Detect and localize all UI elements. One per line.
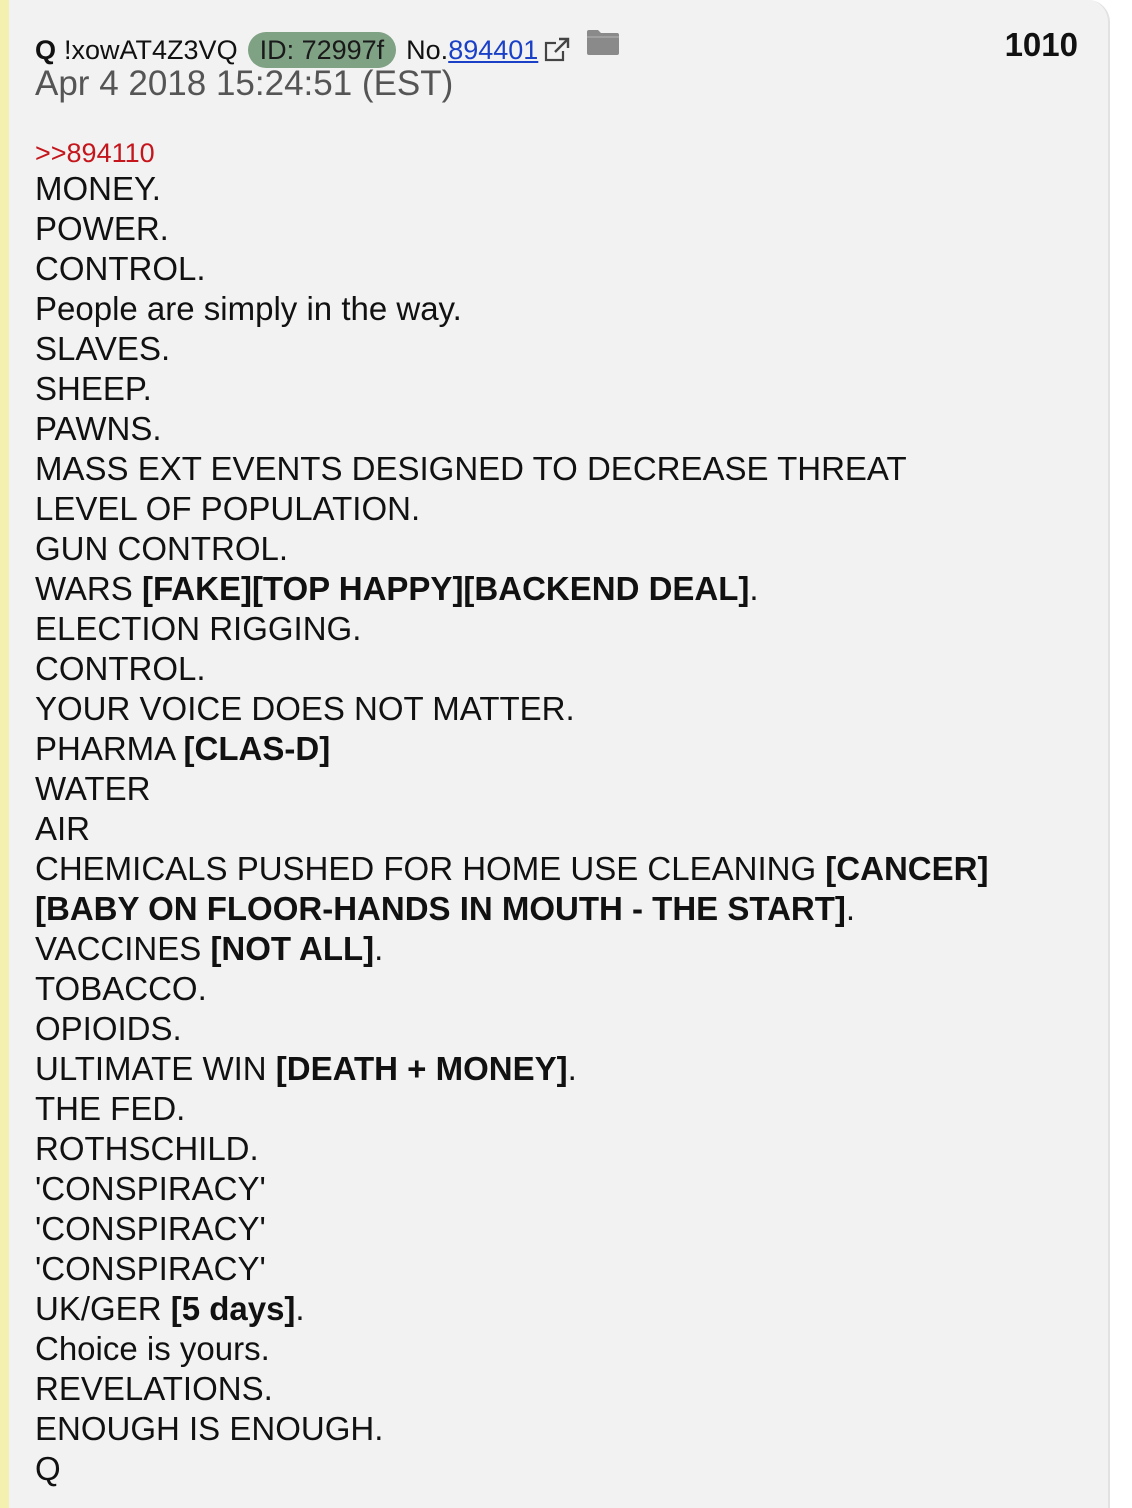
post-line xyxy=(35,769,1095,809)
post-line-text: UK/GER xyxy=(35,1290,171,1327)
post-line xyxy=(35,1209,1095,1249)
post-line xyxy=(35,809,1095,849)
poster-tripcode: !xowAT4Z3VQ xyxy=(64,34,238,65)
post-line xyxy=(35,489,1095,529)
post-line xyxy=(35,169,1095,209)
post-line xyxy=(35,729,1095,769)
post-line-text: People are simply in the way. xyxy=(35,290,462,327)
post-line-text: 'CONSPIRACY' xyxy=(35,1250,266,1287)
post-line-tail: . xyxy=(845,890,856,927)
post-line xyxy=(35,1169,1095,1209)
post-line xyxy=(35,1369,1095,1409)
post-line xyxy=(35,1289,1095,1329)
post-line xyxy=(35,1409,1095,1449)
post-line xyxy=(35,289,1095,329)
post-line xyxy=(35,929,1095,969)
post-line xyxy=(35,849,1095,889)
folder-icon[interactable] xyxy=(586,28,620,56)
post-number-link[interactable]: 894401 xyxy=(448,34,539,65)
post-line xyxy=(35,409,1095,449)
post-line xyxy=(35,1249,1095,1289)
poster-name: Q xyxy=(35,34,57,65)
post-line-text: WATER xyxy=(35,770,151,807)
post-count: 1010 xyxy=(1004,26,1078,63)
post-line-text: POWER. xyxy=(35,210,169,247)
post-line-text: YOUR VOICE DOES NOT MATTER. xyxy=(35,690,575,727)
post-line xyxy=(35,1329,1095,1369)
post-line-text: SLAVES. xyxy=(35,330,171,367)
post-line-bold: [CANCER] xyxy=(825,850,989,887)
post-line-text: ENOUGH IS ENOUGH. xyxy=(35,1410,384,1447)
post-line-text: MONEY. xyxy=(35,170,161,207)
post-line-text: CONTROL. xyxy=(35,250,206,287)
post-timestamp: Apr 4 2018 15:24:51 (EST) xyxy=(35,64,454,103)
post-line xyxy=(35,649,1095,689)
post-line-text: ULTIMATE WIN xyxy=(35,1050,276,1087)
post-line xyxy=(35,1009,1095,1049)
post-line-text: 'CONSPIRACY' xyxy=(35,1210,266,1247)
post-line xyxy=(35,249,1095,289)
post-line xyxy=(35,369,1095,409)
post-line-text: OPIOIDS. xyxy=(35,1010,182,1047)
post-line-bold: [FAKE][TOP HAPPY][BACKEND DEAL] xyxy=(141,570,750,607)
post-line-text: LEVEL OF POPULATION. xyxy=(35,490,421,527)
post-line xyxy=(35,209,1095,249)
post-line xyxy=(35,1089,1095,1129)
post-line xyxy=(35,329,1095,369)
post-line-text: TOBACCO. xyxy=(35,970,207,1007)
post-line-text: CONTROL. xyxy=(35,650,206,687)
post-line-tail: . xyxy=(749,570,759,607)
post-line-text: SHEEP. xyxy=(35,370,152,407)
post-line xyxy=(35,1049,1095,1089)
post-line xyxy=(35,889,1095,929)
post-line-text: REVELATIONS. xyxy=(35,1370,273,1407)
post-line-text: VACCINES xyxy=(35,930,211,967)
post-line-text: CHEMICALS PUSHED FOR HOME USE CLEANING xyxy=(35,850,826,887)
post-number-label: No. xyxy=(406,34,449,65)
post-line xyxy=(35,1449,1095,1489)
post-line xyxy=(35,529,1095,569)
post-line-bold: [CLAS-D] xyxy=(183,730,331,767)
post-line-text: 'CONSPIRACY' xyxy=(35,1170,266,1207)
post-line xyxy=(35,969,1095,1009)
post-line xyxy=(35,689,1095,729)
post-line-text: PHARMA xyxy=(35,730,184,767)
post-line-text: PAWNS. xyxy=(35,410,162,447)
post-line-bold: [NOT ALL] xyxy=(210,930,375,967)
post-line-text: ROTHSCHILD. xyxy=(35,1130,259,1167)
post-line-text: THE FED. xyxy=(35,1090,186,1127)
external-link-icon[interactable] xyxy=(544,37,570,63)
post-line-bold: [5 days] xyxy=(170,1290,296,1327)
post-line-text: Choice is yours. xyxy=(35,1330,270,1367)
post-line-text: ELECTION RIGGING. xyxy=(35,610,362,647)
post-line-tail: . xyxy=(567,1050,577,1087)
post-line-bold: [BABY ON FLOOR-HANDS IN MOUTH - THE START] xyxy=(35,890,846,927)
post-line-text: GUN CONTROL. xyxy=(35,530,289,567)
post-line-bold: [DEATH + MONEY] xyxy=(275,1050,568,1087)
post-body xyxy=(35,137,1095,1489)
post-line-tail: . xyxy=(374,930,384,967)
accent-bar xyxy=(0,0,9,1508)
poster-id-badge[interactable]: ID: 72997f xyxy=(248,32,397,68)
post-line-text: WARS xyxy=(35,570,142,607)
post-line xyxy=(35,569,1095,609)
post-lines xyxy=(35,169,1095,1489)
post-line-text: AIR xyxy=(35,810,91,847)
post-line-text: MASS EXT EVENTS DESIGNED TO DECREASE THREAT xyxy=(35,450,907,487)
reply-link[interactable]: >>894110 xyxy=(35,138,155,168)
post-line-text: Q xyxy=(35,1450,61,1487)
post-line-tail: . xyxy=(295,1290,305,1327)
post-line xyxy=(35,449,1095,489)
post-card xyxy=(9,0,1110,1508)
post-line xyxy=(35,609,1095,649)
post-line xyxy=(35,1129,1095,1169)
